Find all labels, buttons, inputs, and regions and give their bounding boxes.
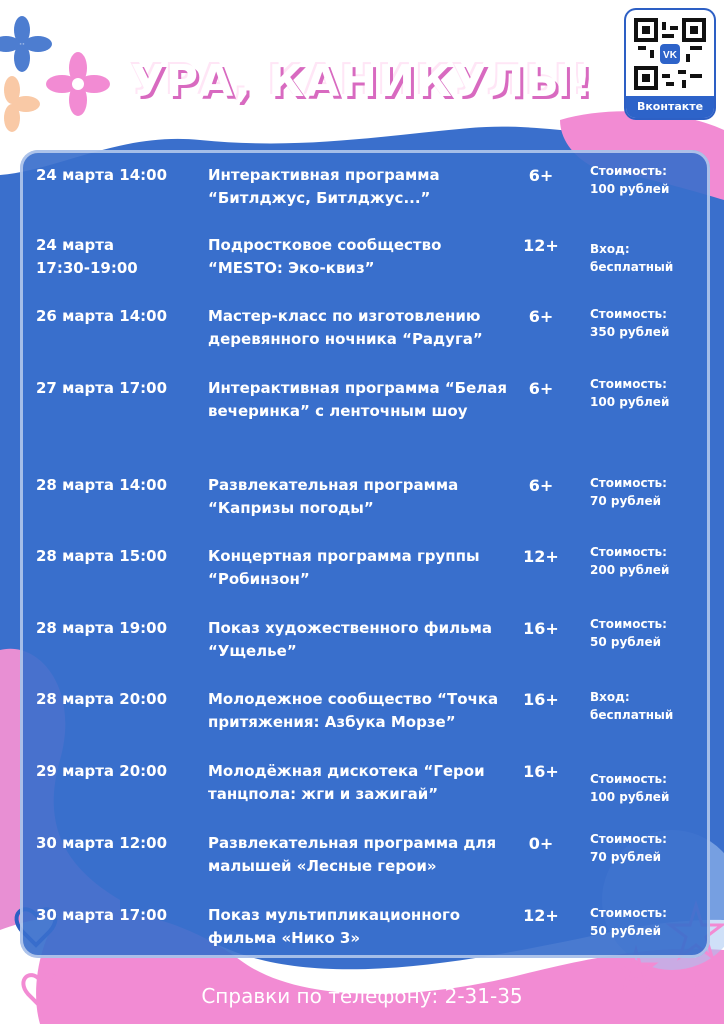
- price-label: Вход:: [590, 690, 630, 704]
- event-price: [590, 615, 700, 651]
- event-date: 24 марта 14:00: [36, 166, 168, 184]
- price-value: 200 рублей: [590, 563, 670, 577]
- event-date: 28 марта 14:00: [36, 476, 168, 494]
- price-label: Стоимость:: [590, 307, 667, 321]
- age-rating: 12+: [523, 236, 559, 255]
- event-price: [590, 770, 700, 806]
- price-label: Стоимость:: [590, 772, 667, 786]
- event-title: Подростковое сообщество “MESTO: Эко-квиз”: [208, 236, 442, 277]
- price-value: бесплатный: [590, 708, 674, 722]
- event-title: Интерактивная программа “Битлджус, Битлджус...”: [208, 166, 440, 207]
- event-date: 29 марта 20:00: [36, 762, 168, 780]
- event-date: 27 марта 17:00: [36, 379, 168, 397]
- price-label: Стоимость:: [590, 617, 667, 631]
- event-title: Молодёжная дискотека “Герои танцпола: жги и зажигай”: [208, 762, 485, 803]
- age-rating: 12+: [523, 547, 559, 566]
- event-price: [590, 240, 700, 276]
- qr-label: Вконтакте: [626, 96, 714, 118]
- event-date: 26 марта 14:00: [36, 307, 168, 325]
- event-date: 28 марта 20:00: [36, 690, 168, 708]
- age-rating: 16+: [523, 690, 559, 709]
- age-rating: 6+: [528, 307, 554, 326]
- price-value: бесплатный: [590, 260, 674, 274]
- event-price: [590, 543, 700, 579]
- price-value: 100 рублей: [590, 182, 670, 196]
- age-rating: 6+: [528, 476, 554, 495]
- event-title: Развлекательная программа для малышей «Лесные герои»: [208, 834, 497, 875]
- footer-phone: Справки по телефону: 2-31-35: [201, 984, 523, 1008]
- price-value: 100 рублей: [590, 790, 670, 804]
- price-value: 100 рублей: [590, 395, 670, 409]
- event-price: [590, 830, 700, 866]
- price-value: 50 рублей: [590, 635, 662, 649]
- age-rating: 16+: [523, 619, 559, 638]
- event-date: 28 марта 15:00: [36, 547, 168, 565]
- vk-badge: VK: [663, 50, 677, 61]
- age-rating: 16+: [523, 762, 559, 781]
- price-label: Стоимость:: [590, 906, 667, 920]
- age-rating: 6+: [528, 166, 554, 185]
- age-rating: 6+: [528, 379, 554, 398]
- price-label: Стоимость:: [590, 476, 667, 490]
- price-value: 350 рублей: [590, 325, 670, 339]
- price-label: Стоимость:: [590, 164, 667, 178]
- event-date: 30 марта 17:00: [36, 906, 168, 924]
- event-price: [590, 305, 700, 341]
- price-value: 70 рублей: [590, 494, 662, 508]
- event-price: [590, 162, 700, 198]
- page-title: УРА, КАНИКУЛЫ!: [130, 56, 593, 107]
- event-title: Молодежное сообщество “Точка притяжения: Азбука Морзе”: [208, 690, 499, 731]
- event-date: 30 марта 12:00: [36, 834, 168, 852]
- price-label: Стоимость:: [590, 545, 667, 559]
- price-value: 70 рублей: [590, 850, 662, 864]
- event-date: 24 марта 17:30-19:00: [36, 236, 138, 277]
- price-label: Стоимость:: [590, 377, 667, 391]
- event-price: [590, 904, 700, 940]
- organization-name: Викуловский районный Дом культуры: [166, 18, 558, 40]
- qr-code-icon: [634, 18, 706, 90]
- age-rating: 12+: [523, 906, 559, 925]
- event-title: Развлекательная программа “Капризы погоды”: [208, 476, 459, 517]
- price-label: Стоимость:: [590, 832, 667, 846]
- event-title: Показ художественного фильма “Ущелье”: [208, 619, 492, 660]
- event-price: [590, 375, 700, 411]
- event-title: Концертная программа группы “Робинзон”: [208, 547, 480, 588]
- event-price: [590, 688, 700, 724]
- event-title: Мастер-класс по изготовлению деревянного ночника “Радуга”: [208, 307, 483, 348]
- vk-qr-code[interactable]: [626, 10, 714, 118]
- event-price: [590, 474, 700, 510]
- event-date: 28 марта 19:00: [36, 619, 168, 637]
- price-label: Вход:: [590, 242, 630, 256]
- event-title: Показ мультипликационного фильма «Нико 3»: [208, 906, 461, 947]
- price-value: 50 рублей: [590, 924, 662, 938]
- event-title: Интерактивная программа “Белая вечеринка” с ленточным шоу: [208, 379, 508, 420]
- age-rating: 0+: [528, 834, 554, 853]
